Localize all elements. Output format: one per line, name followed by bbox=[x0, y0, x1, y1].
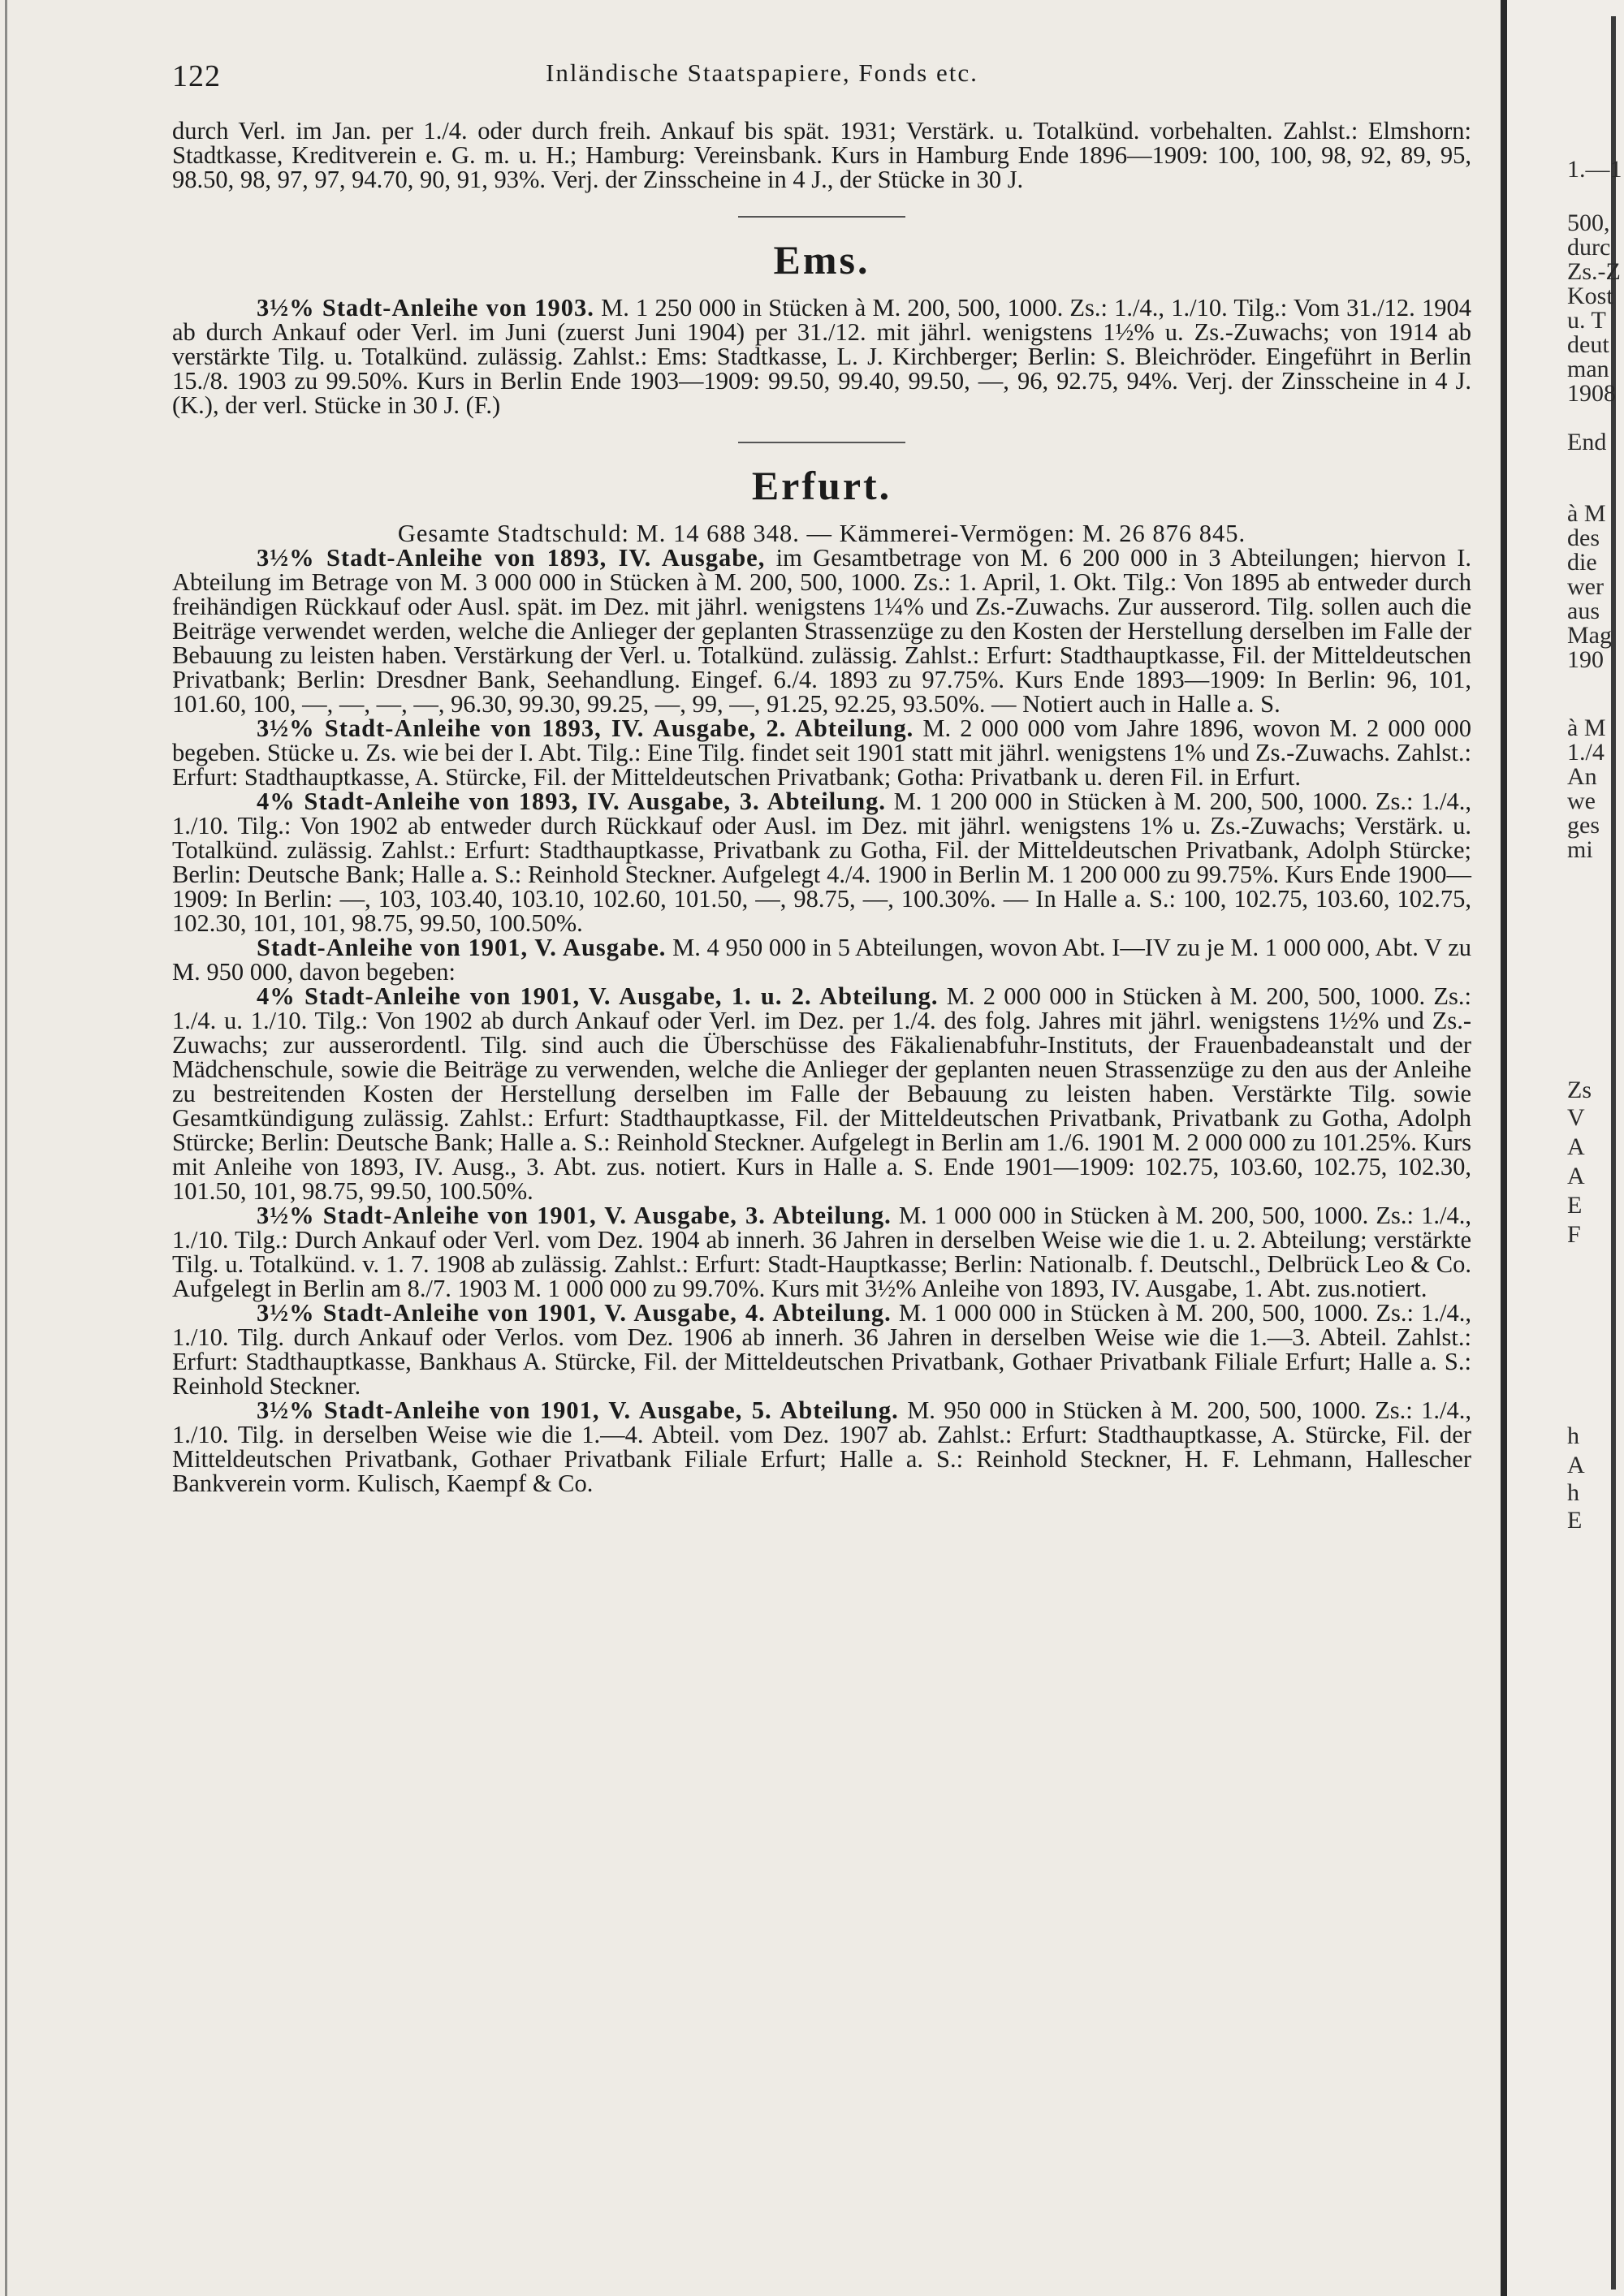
adjacent-page-text: we bbox=[1567, 788, 1596, 814]
page-content bbox=[172, 119, 1471, 1495]
adjacent-page-text: V bbox=[1567, 1104, 1585, 1131]
adjacent-page-text: Zs bbox=[1567, 1077, 1592, 1103]
section-divider bbox=[738, 442, 905, 443]
page-margin-line bbox=[5, 0, 7, 2296]
erfurt-entry bbox=[172, 546, 1471, 716]
adjacent-page-text: durc bbox=[1567, 234, 1611, 261]
section-divider bbox=[738, 216, 905, 218]
adjacent-page-text: E bbox=[1567, 1507, 1583, 1534]
erfurt-entry bbox=[172, 984, 1471, 1203]
adjacent-page-edge bbox=[1611, 16, 1616, 2290]
adjacent-page-strip bbox=[1507, 0, 1624, 2296]
binding-edge bbox=[1501, 0, 1507, 2296]
page-number: 122 bbox=[172, 59, 221, 93]
adjacent-page-text: aus bbox=[1567, 598, 1600, 624]
adjacent-page-text: à M bbox=[1567, 500, 1606, 527]
adjacent-page-text: End bbox=[1567, 429, 1607, 455]
entry-title: 4% Stadt-Anleihe von 1893, IV. Ausgabe, 3. Abteilung. bbox=[257, 788, 886, 815]
entry-text: M. 2 000 000 in Stücken à M. 200, 500, 1000. Zs.: 1./4. u. 1./10. Tilg.: Von 1902 ab durch Ankauf oder Verl. im Dez. per 1./4. des folg. Jahres mit jährl. wenigstens 1½% und Zs.-Zuwachs; zur ausserordentl. Tilg. sind auch die Überschüsse des Fäkalienabfuhr-Instituts, der Frauenbadeanstalt und der Mädchenschule, sowie die Beiträge zu verwenden, welche die Anlieger der geplanten neuen Strassenzüge zu den aus der Anleihe zu bestreitenden Kosten der Herstellung derselben im Falle der Bebauung zu leisten haben. Verstärkte Tilg. sowie Gesamtkündigung zulässig. Zahlst.: Erfurt: Stadthauptkasse, Fil. der Mitteldeutschen Privatbank, Privatbank zu Gotha, Adolph Stürcke; Berlin: Deutsche Bank; Halle a. S.: Reinhold Steckner. Aufgelegt in Berlin am 1./6. 1901 M. 2 000 000 zu 101.25%. Kurs mit Anleihe von 1893, IV. Ausg., 3. Abt. zus. notiert. Kurs in Halle a. S. Ende 1901—1909: 102.75, 103.60, 102.75, 102.30, 101.50, 101, 98.75, 99.50, 100.50%. bbox=[172, 982, 1471, 1205]
city-debt-line: Gesamte Stadtschuld: M. 14 688 348. — Kämmerei-Vermögen: M. 26 876 845. bbox=[397, 520, 1246, 547]
entry-title: 3½% Stadt-Anleihe von 1893, IV. Ausgabe, bbox=[257, 544, 766, 572]
entry-title: 4% Stadt-Anleihe von 1901, V. Ausgabe, 1. u. 2. Abteilung. bbox=[257, 982, 939, 1010]
city-heading-ems: Ems. bbox=[773, 237, 870, 283]
entry-title: 3½% Stadt-Anleihe von 1901, V. Ausgabe, 5. Abteilung. bbox=[257, 1396, 899, 1424]
adjacent-page-text: F bbox=[1567, 1221, 1581, 1248]
intro-paragraph: durch Verl. im Jan. per 1./4. oder durch freih. Ankauf bis spät. 1931; Verstärk. u. Totalkünd. vorbehalten. Zahlst.: Elmshorn: Stadtkasse, Kreditverein e. G. m. u. H.; Hamburg: Vereinsbank. Kurs in Hamburg Ende 1896—1909: 100, 100, 98, 92, 89, 95, 98.50, 98, 97, 97, 94.70, 90, 91, 93%. Verj. der Zinsscheine in 4 J., der Stücke in 30 J. bbox=[172, 117, 1471, 193]
erfurt-entry bbox=[172, 935, 1471, 984]
entry-title: 3½% Stadt-Anleihe von 1901, V. Ausgabe, 4. Abteilung. bbox=[257, 1299, 892, 1327]
adjacent-page-text: Kost bbox=[1567, 283, 1613, 309]
city-heading-erfurt: Erfurt. bbox=[751, 463, 892, 508]
ems-entry bbox=[172, 296, 1471, 417]
entry-text: M. 4 950 000 in 5 Abteilungen, wovon Abt. I—IV zu je M. 1 000 000, Abt. V zu M. 950 000, davon begeben: bbox=[172, 934, 1471, 986]
adjacent-page-text: Mag bbox=[1567, 622, 1612, 649]
adjacent-page-text: wer bbox=[1567, 573, 1604, 600]
adjacent-page-text: A bbox=[1567, 1452, 1585, 1478]
adjacent-page-text: man bbox=[1567, 356, 1609, 382]
erfurt-entry bbox=[172, 1398, 1471, 1495]
entry-text: im Gesamtbetrage von M. 6 200 000 in 3 Abteilungen; hiervon I. Abteilung im Betrage von M. 3 000 000 in Stücken à M. 200, 500, 1000. Zs.: 1. April, 1. Okt. Tilg.: Von 1895 ab entweder durch freihändigen Rückkauf oder Ausl. spät. im Dez. mit jährl. wenigstens 1¼% und Zs.-Zuwachs. Zur ausserord. Tilg. sollen auch die Beiträge verwendet werden, welche die Anlieger der geplanten Strassenzüge zu den Kosten der Herstellung derselben im Falle der Bebauung zu leisten haben. Verstärkung der Verl. u. Totalkünd. zulässig. Zahlst.: Erfurt: Stadthauptkasse, Fil. der Mitteldeutschen Privatbank; Berlin: Dresdner Bank, Seehandlung. Eingef. 6./4. 1893 zu 97.75%. Kurs Ende 1893—1909: In Berlin: 96, 101, 101.60, 100, —, —, —, —, 96.30, 99.30, 99.25, —, 99, —, 91.25, 92.25, 93.50%. — Notiert auch in Halle a. S. bbox=[172, 544, 1472, 718]
adjacent-page-text: h bbox=[1567, 1422, 1579, 1449]
running-title: Inländische Staatspapiere, Fonds etc. bbox=[546, 58, 978, 87]
adjacent-page-text: 1908 bbox=[1567, 380, 1616, 407]
adjacent-page-text: A bbox=[1567, 1163, 1585, 1189]
adjacent-page-text: An bbox=[1567, 763, 1597, 790]
entry-title: 3½% Stadt-Anleihe von 1893, IV. Ausgabe, 2. Abteilung. bbox=[257, 714, 914, 742]
entry-text: M. 1 200 000 in Stücken à M. 200, 500, 1000. Zs.: 1./4., 1./10. Tilg.: Von 1902 ab entweder durch Rückkauf oder Ausl. im Dez. mit jährl. wenigstens 1% u. Zs.-Zuwachs; Verstärk. u. Totalkünd. zulässig. Zahlst.: Erfurt: Stadthauptkasse, Privatbank zu Gotha, Fil. der Mitteldeutschen Privatbank, Adolph Stürcke; Berlin: Deutsche Bank; Halle a. S.: Reinhold Steckner. Aufgelegt 4./4. 1900 in Berlin M. 1 200 000 zu 99.75%. Kurs Ende 1900—1909: In Berlin: —, 103, 103.40, 103.10, 102.60, 101.50, —, 98.75, —, 100.30%. — In Halle a. S.: 100, 102.75, 103.60, 102.75, 102.30, 101, 101, 98.75, 99.50, 100.50%. bbox=[172, 788, 1471, 937]
entry-title: 3½% Stadt-Anleihe von 1903. bbox=[257, 294, 594, 322]
entry-text: M. 2 000 000 vom Jahre 1896, wovon M. 2 000 000 begeben. Stücke u. Zs. wie bei der I. Abt. Tilg.: Eine Tilg. findet seit 1901 statt mit jährl. wenigstens 1% und Zs.-Zuwachs. Zahlst.: Erfurt: Stadthauptkasse, A. Stürcke, Fil. der Mitteldeutschen Privatbank; Gotha: Privatbank u. deren Fil. in Erfurt. bbox=[172, 714, 1472, 791]
adjacent-page-text: A bbox=[1567, 1133, 1585, 1160]
adjacent-page-text: des bbox=[1567, 524, 1600, 551]
adjacent-page-text: Zs.-Z bbox=[1567, 258, 1621, 285]
page-header bbox=[172, 58, 1471, 99]
adjacent-page-text: à M bbox=[1567, 714, 1606, 741]
adjacent-page-text: h bbox=[1567, 1479, 1579, 1506]
erfurt-entry bbox=[172, 1203, 1471, 1301]
adjacent-page-text: die bbox=[1567, 549, 1597, 576]
adjacent-page-text: deut bbox=[1567, 331, 1609, 358]
adjacent-page-text: mi bbox=[1567, 836, 1593, 863]
entry-title: 3½% Stadt-Anleihe von 1901, V. Ausgabe, 3. Abteilung. bbox=[257, 1202, 892, 1229]
adjacent-page-text: 190 bbox=[1567, 646, 1604, 673]
adjacent-page-text: u. T bbox=[1567, 307, 1606, 334]
entry-text: M. 1 250 000 in Stücken à M. 200, 500, 1000. Zs.: 1./4., 1./10. Tilg.: Vom 31./12. 1904 ab durch Ankauf oder Verl. im Juni (zuerst Juni 1904) per 31./12. mit jährl. wenigstens 1½% u. Zs.-Zuwachs; von 1914 ab verstärkte Tilg. u. Totalkünd. zulässig. Zahlst.: Ems: Stadtkasse, L. J. Kirchberger; Berlin: S. Bleichröder. Eingeführt in Berlin 15./8. 1903 zu 99.50%. Kurs in Berlin Ende 1903—1909: 99.50, 99.40, 99.50, —, 96, 92.75, 94%. Verj. der Zinsscheine in 4 J. (K.), der verl. Stücke in 30 J. (F.) bbox=[172, 294, 1472, 419]
adjacent-page-text: ges bbox=[1567, 812, 1600, 839]
erfurt-entry bbox=[172, 789, 1471, 935]
entry-text: M. 1 000 000 in Stücken à M. 200, 500, 1000. Zs.: 1./4., 1./10. Tilg. durch Ankauf oder Verlos. vom Dez. 1906 ab innerh. 36 Jahren in derselben Weise wie die 1.—3. Abteil. Zahlst.: Erfurt: Stadthauptkasse, Bankhaus A. Stürcke, Fil. der Mitteldeutschen Privatbank, Gothaer Privatbank Filiale Erfurt; Halle a. S.: Reinhold Steckner. bbox=[172, 1299, 1471, 1400]
adjacent-page-text: E bbox=[1567, 1192, 1583, 1219]
erfurt-entry bbox=[172, 1301, 1471, 1398]
adjacent-page-text: 1./4 bbox=[1567, 739, 1605, 766]
entry-text: M. 1 000 000 in Stücken à M. 200, 500, 1000. Zs.: 1./4., 1./10. Tilg.: Durch Ankauf oder Verl. vom Dez. 1904 ab innerh. 36 Jahren in derselben Weise wie die 1. u. 2. Abteilung; verstärkte Tilg. u. Totalkünd. v. 1. 7. 1908 ab zulässig. Zahlst.: Erfurt: Stadt-Hauptkasse; Berlin: Nationalb. f. Deutschl., Delbrück Leo & Co. Aufgelegt in Berlin am 8./7. 1903 M. 1 000 000 zu 99.70%. Kurs mit 3½% Anleihe von 1893, IV. Ausgabe, 1. Abt. zus.notiert. bbox=[172, 1202, 1471, 1302]
entry-title: Stadt-Anleihe von 1901, V. Ausgabe. bbox=[257, 934, 667, 961]
erfurt-entry bbox=[172, 716, 1471, 789]
adjacent-page-text: 500, bbox=[1567, 209, 1610, 236]
adjacent-page-text: 1.—1 bbox=[1567, 156, 1622, 183]
entry-text: M. 950 000 in Stücken à M. 200, 500, 1000. Zs.: 1./4., 1./10. Tilg. in derselben Weise wie die 1.—4. Abteil. vom Dez. 1907 ab. Zahlst.: Erfurt: Stadthauptkasse, A. Stürcke, Fil. der Mitteldeutschen Privatbank, Gothaer Privatbank Filiale Erfurt; Halle a. S.: Reinhold Steckner, H. F. Lehmann, Hallescher Bankverein vorm. Kulisch, Kaempf & Co. bbox=[172, 1396, 1471, 1497]
